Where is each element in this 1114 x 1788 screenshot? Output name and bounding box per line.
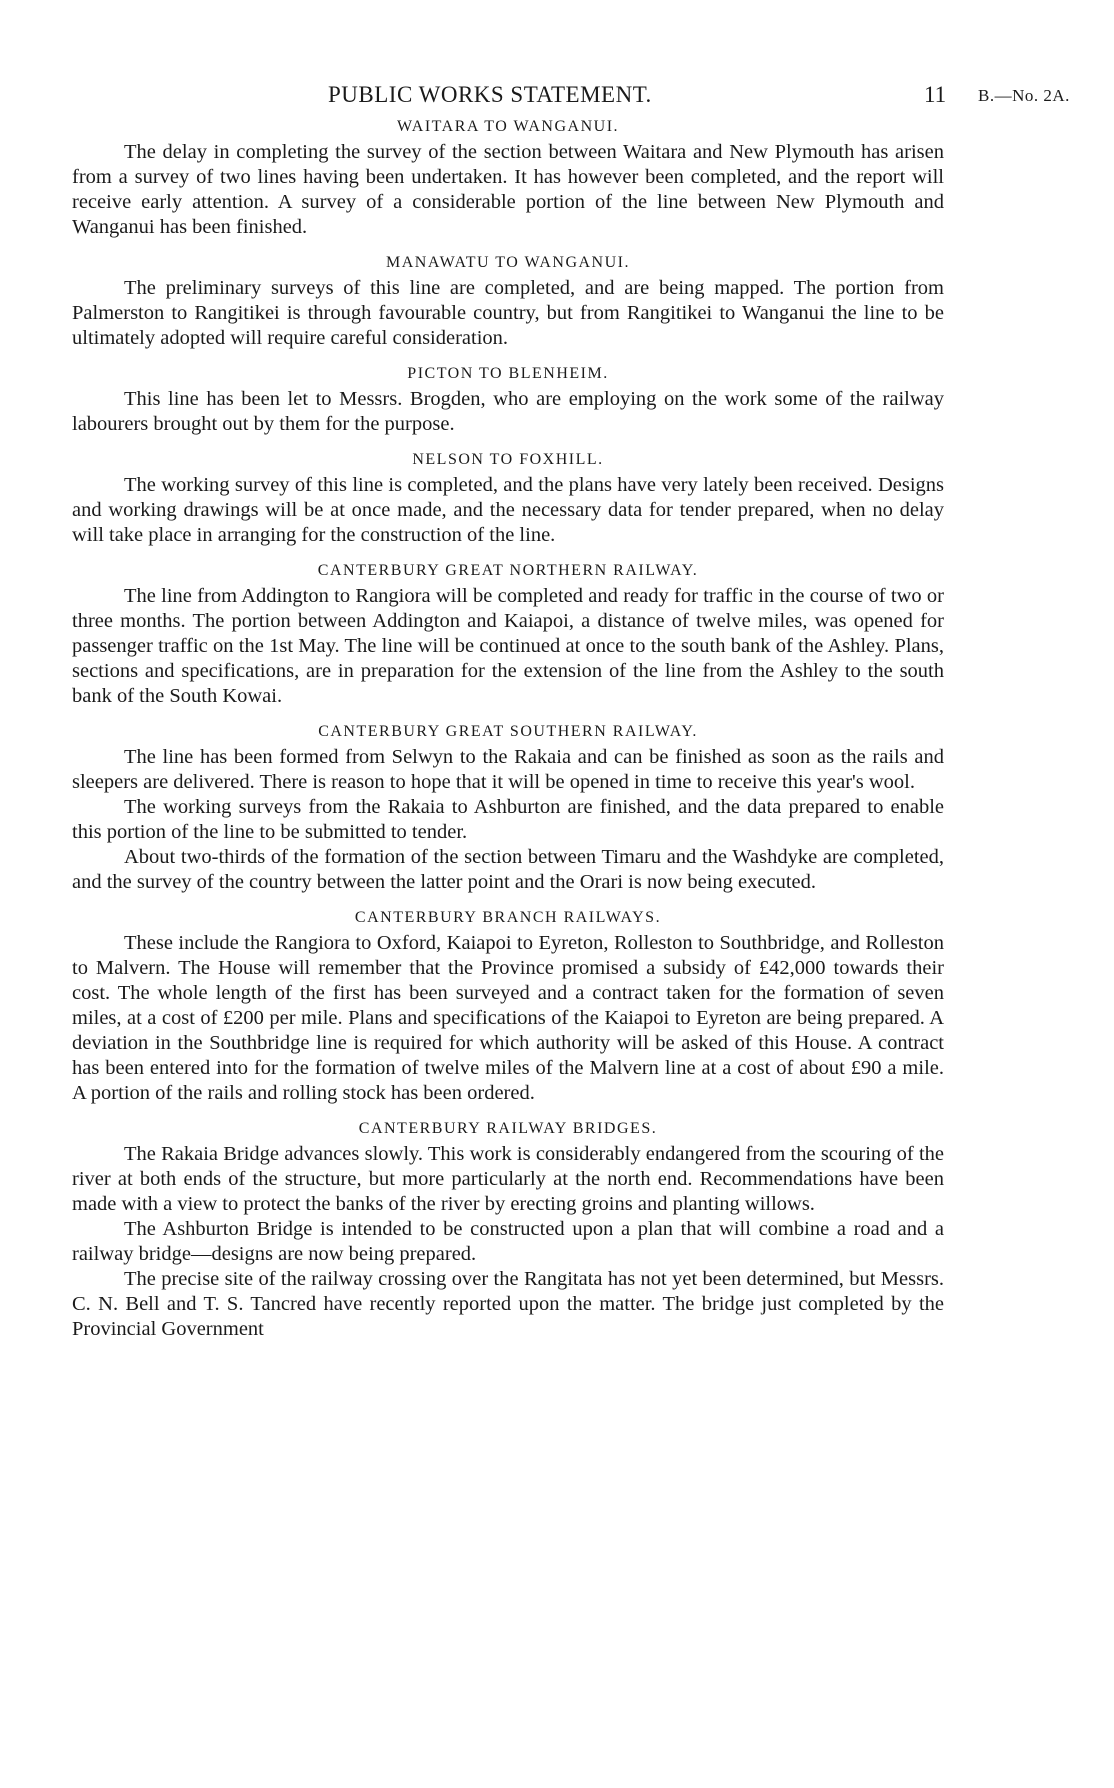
document-reference: B.—No. 2A. <box>978 86 1070 105</box>
paragraph: The delay in completing the survey of the section between Waitara and New Plymouth has arisen from a survey of two lines having been undertaken. It has however been completed, and the report will receive early attention. A survey of a considerable portion of the line between New Plymouth and Wanganui has been finished. <box>72 141 944 238</box>
paragraph: The Rakaia Bridge advances slowly. This work is considerably endangered from the scouring of the river at both ends of the structure, but more particularly at the north end. Recommendations have been made with a view to protect the banks of the river by erecting groins and planting willows. <box>72 1143 944 1215</box>
section-canterbury-great-southern <box>72 723 944 895</box>
paragraph: The precise site of the railway crossing over the Rangitata has not yet been determined, but Messrs. C. N. Bell and T. S. Tancred have recently reported upon the matter. The bridge just completed by the Provincial Government <box>72 1268 944 1340</box>
section-nelson-to-foxhill <box>72 451 944 548</box>
paragraph: These include the Rangiora to Oxford, Kaiapoi to Eyreton, Rolleston to Southbridge, and Rolleston to Malvern. The House will remember that the Province promised a subsidy of £42,000 towards their cost. The whole length of the first has been surveyed and a contract taken for the formation of seven miles, at a cost of £200 per mile. Plans and specifications of the Kaiapoi to Eyreton are being prepared. A deviation in the Southbridge line is required for which authority will be asked of this House. A contract has been entered into for the formation of twelve miles of the Malvern line at a cost of about £90 a mile. A portion of the rails and rolling stock has been ordered. <box>72 932 944 1104</box>
section-waitara-to-wanganui <box>72 118 944 240</box>
paragraph: This line has been let to Messrs. Brogden, who are employing on the work some of the railway labourers brought out by them for the purpose. <box>72 388 944 435</box>
section-picton-to-blenheim <box>72 365 944 437</box>
paragraph: The working survey of this line is completed, and the plans have very lately been received. Designs and working drawings will be at once made, and the necessary data for tender prepared, when no delay will take place in arranging for the construction of the line. <box>72 474 944 546</box>
paragraph: The line from Addington to Rangiora will be completed and ready for traffic in the course of two or three months. The portion between Addington and Kaiapoi, a distance of twelve miles, was opened for passenger traffic on the 1st May. The line will be continued at once to the south bank of the Ashley. Plans, sections and specifications, are in preparation for the extension of the line from the Ashley to the south bank of the South Kowai. <box>72 585 944 707</box>
section-heading: WAITARA TO WANGANUI. <box>396 118 620 135</box>
paragraph: About two-thirds of the formation of the section between Timaru and the Washdyke are completed, and the survey of the country between the latter point and the Orari is now being executed. <box>72 846 944 893</box>
section-canterbury-railway-bridges <box>72 1120 944 1342</box>
section-heading: CANTERBURY RAILWAY BRIDGES. <box>358 1120 658 1137</box>
section-heading: CANTERBURY BRANCH RAILWAYS. <box>354 909 662 926</box>
section-heading: PICTON TO BLENHEIM. <box>407 365 609 382</box>
document-page <box>72 82 1070 1356</box>
section-canterbury-branch-railways <box>72 909 944 1106</box>
page-title: PUBLIC WORKS STATEMENT. <box>328 82 652 107</box>
paragraph: The working surveys from the Rakaia to Ashburton are finished, and the data prepared to enable this portion of the line to be submitted to tender. <box>72 796 944 843</box>
paragraph: The Ashburton Bridge is intended to be constructed upon a plan that will combine a road and a railway bridge—designs are now being prepared. <box>72 1218 944 1265</box>
paragraph: The line has been formed from Selwyn to the Rakaia and can be finished as soon as the rails and sleepers are delivered. There is reason to hope that it will be opened in time to receive this year's wool. <box>72 746 944 793</box>
section-heading: CANTERBURY GREAT SOUTHERN RAILWAY. <box>318 723 698 740</box>
page-number: 11 <box>924 82 947 107</box>
page-header <box>72 82 1070 118</box>
section-heading: NELSON TO FOXHILL. <box>412 451 604 468</box>
paragraph: The preliminary surveys of this line are completed, and are being mapped. The portion from Palmerston to Rangitikei is through favourable country, but from Rangitikei to Wanganui the line to be ultimately adopted will require careful consideration. <box>72 277 944 349</box>
section-heading: CANTERBURY GREAT NORTHERN RAILWAY. <box>317 562 699 579</box>
section-heading: MANAWATU TO WANGANUI. <box>386 254 630 271</box>
section-canterbury-great-northern <box>72 562 944 709</box>
section-manawatu-to-wanganui <box>72 254 944 351</box>
